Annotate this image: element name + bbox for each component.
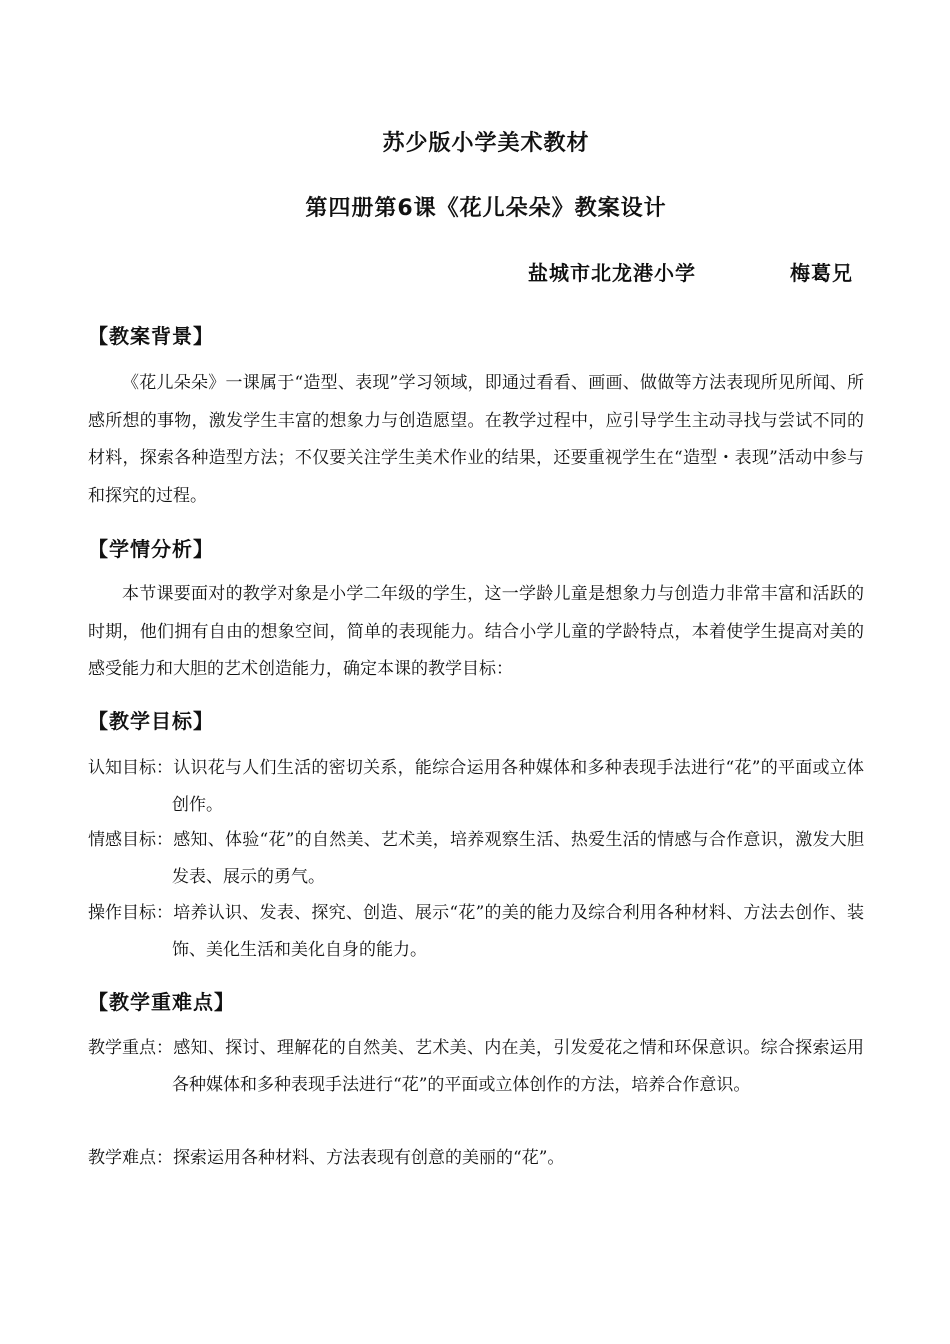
author-name: 梅葛兄: [790, 261, 853, 285]
goal-emotional-label: 情感目标：: [88, 830, 173, 850]
goal-operational-label: 操作目标：: [88, 903, 173, 923]
goal-cognitive-label: 认知目标：: [88, 758, 173, 778]
paragraph-background: 《花儿朵朵》一课属于“造型、表现”学习领域，即通过看看、画画、做做等方法表现所见所闻、所感所想的事物，激发学生丰富的想象力与创造愿望。在教学过程中，应引导学生主动寻找与尝试不同的材料，探索各种造型方法；不仅要关注学生美术作业的结果，还要重视学生在“造型・表现”活动中参与和探究的过程。: [88, 373, 864, 506]
keypoint-focus-text: 感知、探讨、理解花的自然美、艺术美、内在美，引发爱花之情和环保意识。综合探索运用各种媒体和多种表现手法进行“花”的平面或立体创作的方法，培养合作意识。: [172, 1038, 864, 1095]
keypoint-difficulty: [88, 1140, 864, 1177]
keypoint-focus: [88, 1030, 864, 1104]
keypoint-focus-label: 教学重点：: [88, 1038, 173, 1058]
keypoint-difficulty-label: 教学难点：: [88, 1148, 173, 1168]
keypoint-difficulty-text: 探索运用各种材料、方法表现有创意的美丽的“花”。: [173, 1148, 565, 1168]
author-line: [528, 257, 868, 286]
paragraph-analysis: 本节课要面对的教学对象是小学二年级的学生，这一学龄儿童是想象力与创造力非常丰富和活跃的时期，他们拥有自由的想象空间，简单的表现能力。结合小学儿童的学龄特点，本着使学生提高对美的感受能力和大胆的艺术创造能力，确定本课的教学目标：: [88, 584, 864, 679]
goal-emotional-text: 感知、体验“花”的自然美、艺术美，培养观察生活、热爱生活的情感与合作意识，激发大胆发表、展示的勇气。: [172, 830, 864, 887]
author-school: 盐城市北龙港小学: [528, 261, 696, 285]
heading-background: 【教案背景】: [88, 324, 214, 348]
goal-emotional: [88, 822, 864, 896]
title-line-2: 第四册第6课《花儿朵朵》教案设计: [305, 196, 667, 221]
heading-keypoints: 【教学重难点】: [88, 990, 235, 1014]
goal-cognitive: [88, 750, 864, 824]
title-line-1: 苏少版小学美术教材: [382, 131, 590, 156]
goal-operational-text: 培养认识、发表、探究、创造、展示“花”的美的能力及综合利用各种材料、方法去创作、装饰、美化生活和美化自身的能力。: [172, 903, 864, 960]
heading-goals: 【教学目标】: [88, 709, 214, 733]
heading-analysis: 【学情分析】: [88, 537, 214, 561]
goal-cognitive-text: 认识花与人们生活的密切关系，能综合运用各种媒体和多种表现手法进行“花”的平面或立体创作。: [172, 758, 864, 815]
goal-operational: [88, 895, 864, 969]
